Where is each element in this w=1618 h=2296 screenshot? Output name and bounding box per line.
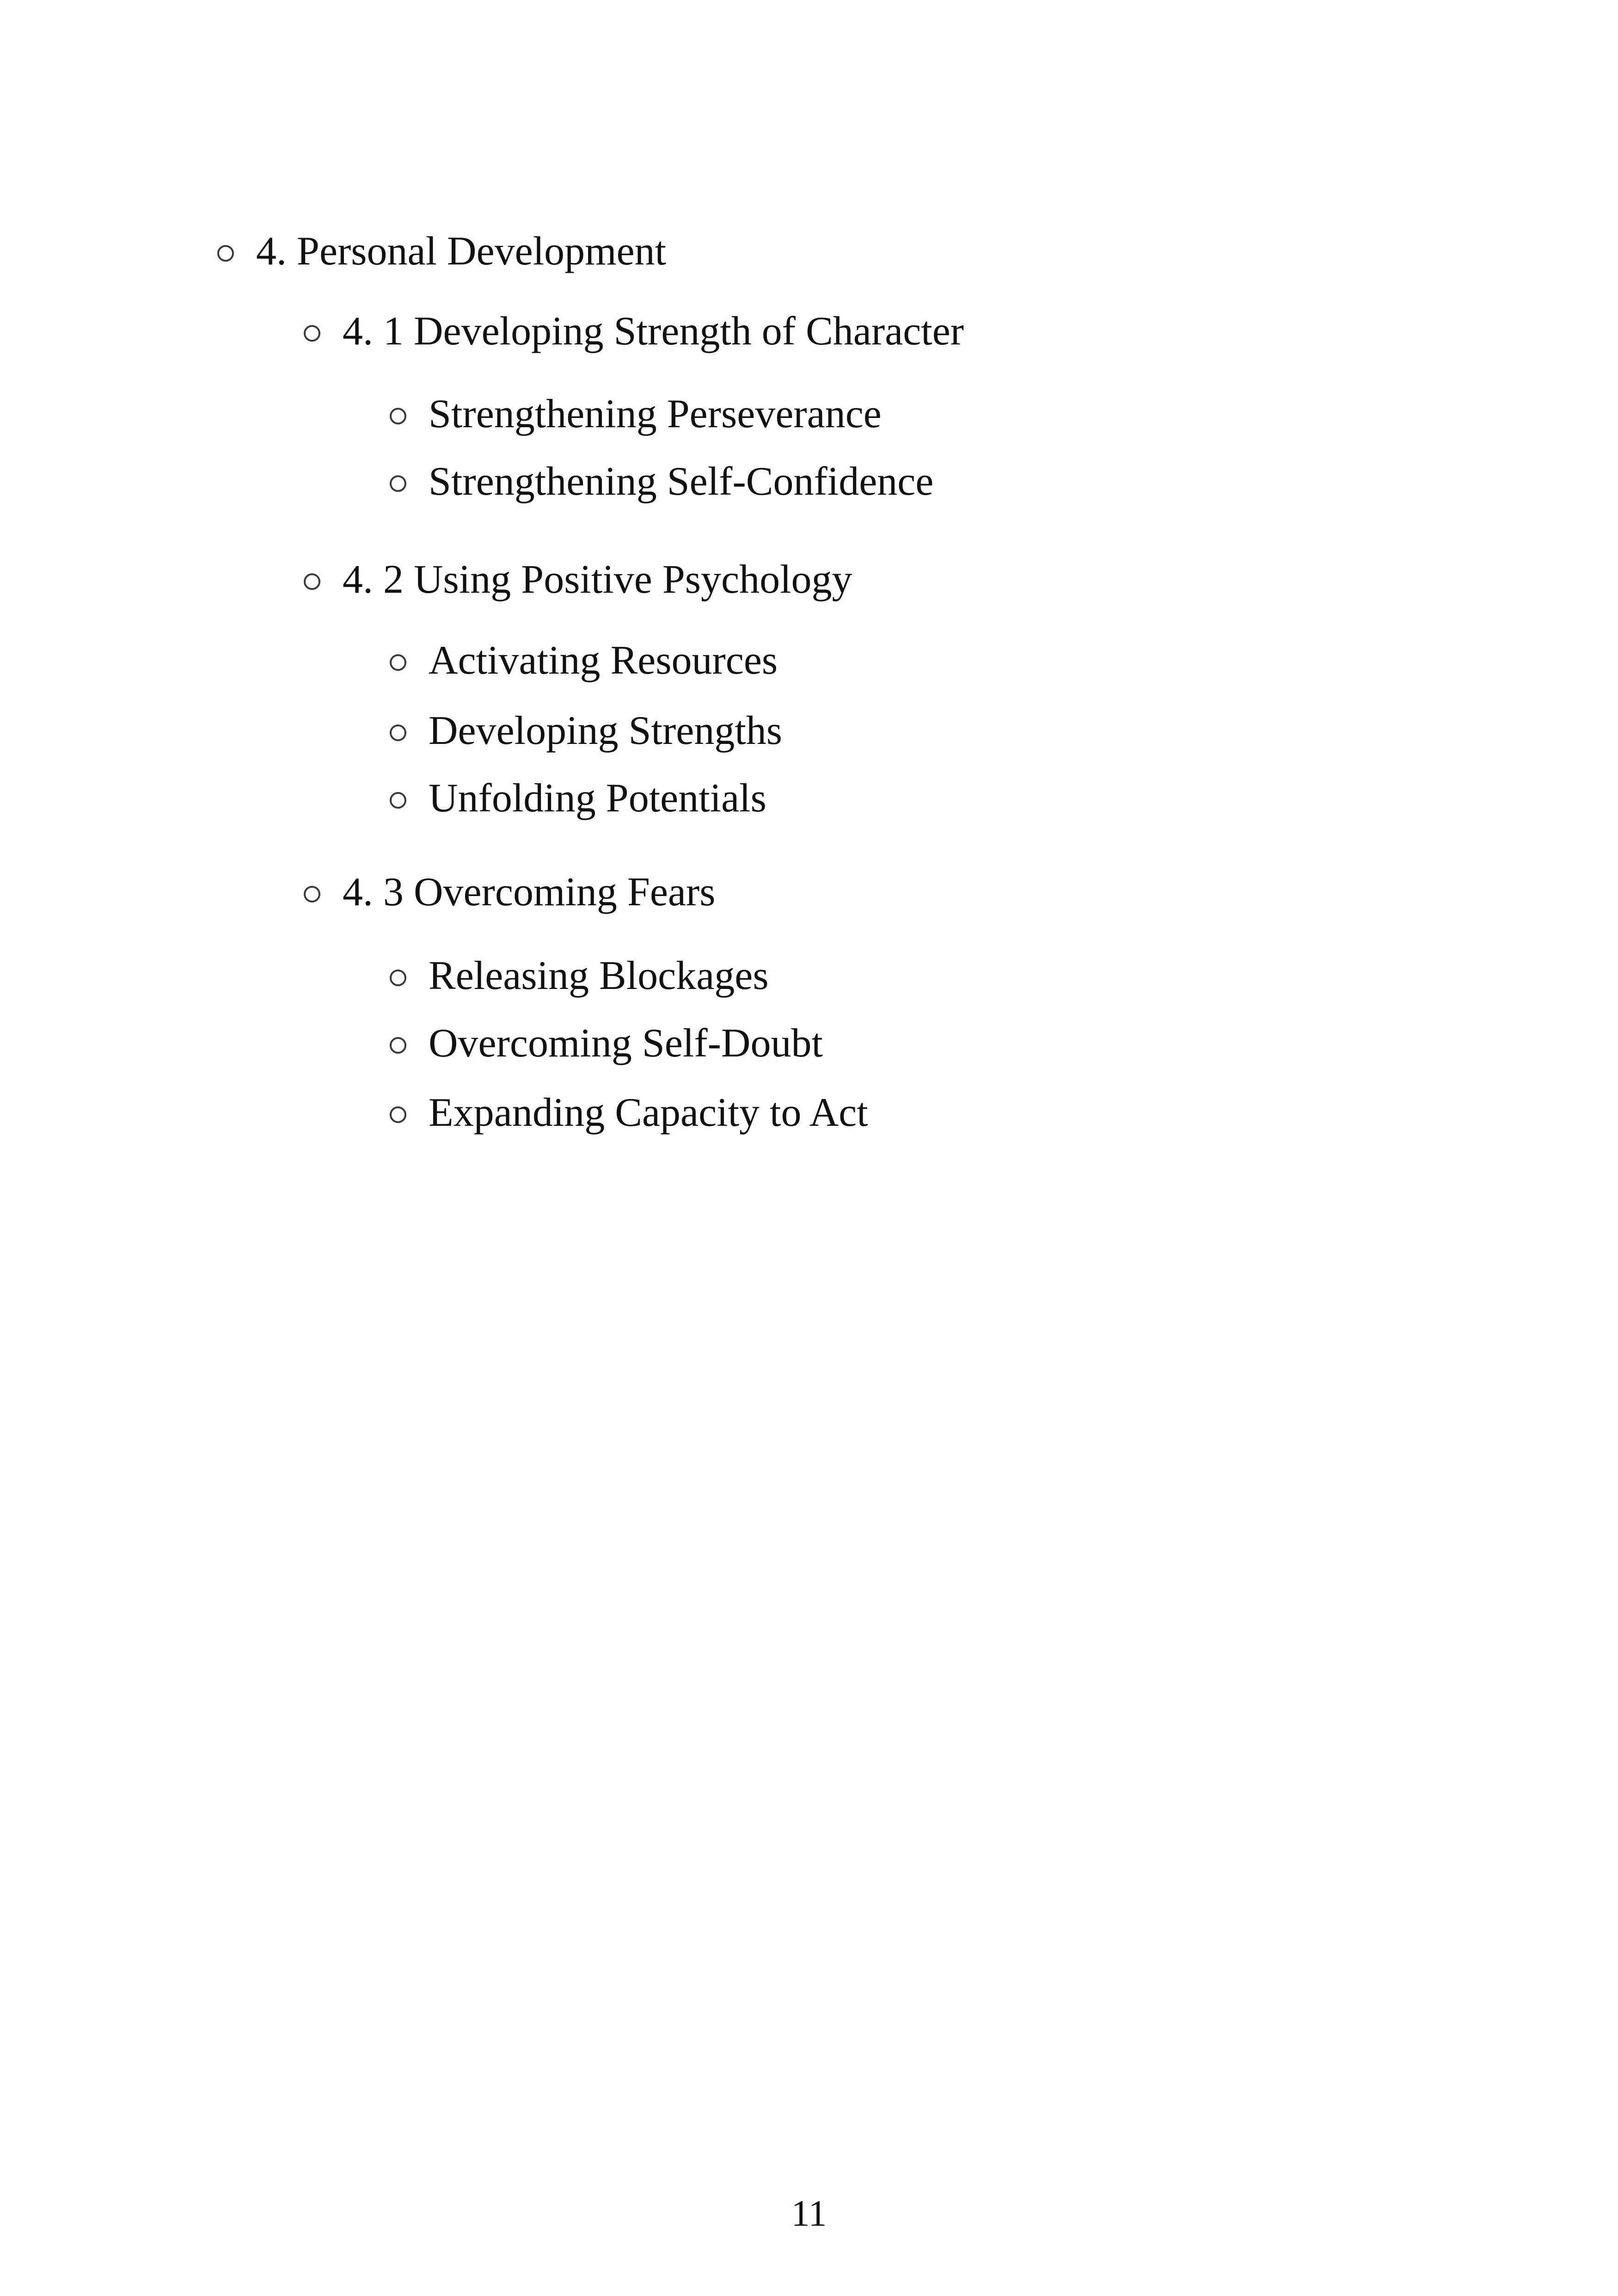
circle-bullet-icon xyxy=(390,1037,406,1054)
outline-item xyxy=(390,640,778,681)
outline-item xyxy=(390,461,933,502)
circle-bullet-icon xyxy=(390,724,406,741)
circle-bullet-icon xyxy=(217,245,234,262)
circle-bullet-icon xyxy=(390,654,406,671)
circle-bullet-icon xyxy=(390,1106,406,1123)
outline-item-label: Strengthening Self-Confidence xyxy=(429,459,934,504)
section-title: 4. Personal Development xyxy=(256,229,667,274)
outline-item xyxy=(390,1090,868,1135)
page-number: 11 xyxy=(791,2193,827,2234)
circle-bullet-icon xyxy=(390,408,406,424)
outline-item-label: Overcoming Self-Doubt xyxy=(429,1021,823,1066)
circle-bullet-icon xyxy=(304,325,320,342)
outline-section xyxy=(217,231,666,272)
circle-bullet-icon xyxy=(390,475,406,492)
circle-bullet-icon xyxy=(304,886,320,902)
circle-bullet-icon xyxy=(304,573,320,590)
subsection-title: 4. 2 Using Positive Psychology xyxy=(343,557,852,602)
outline-subsection xyxy=(304,311,964,352)
outline-item xyxy=(390,953,769,998)
outline-item-label: Expanding Capacity to Act xyxy=(429,1090,868,1135)
subsection-title: 4. 3 Overcoming Fears xyxy=(343,870,716,915)
outline-item-label: Strengthening Perseverance xyxy=(429,392,882,436)
outline-item-label: Activating Resources xyxy=(429,638,778,683)
outline-item-label: Unfolding Potentials xyxy=(429,776,766,821)
circle-bullet-icon xyxy=(390,970,406,986)
outline-subsection xyxy=(304,872,715,913)
outline-item-label: Developing Strengths xyxy=(429,708,783,753)
outline-item xyxy=(390,708,783,753)
outline-item xyxy=(390,778,766,819)
outline-item xyxy=(390,1023,823,1064)
outline-item-label: Releasing Blockages xyxy=(429,953,769,998)
outline-item xyxy=(390,394,882,435)
circle-bullet-icon xyxy=(390,792,406,809)
subsection-title: 4. 1 Developing Strength of Character xyxy=(343,309,964,354)
outline-subsection xyxy=(304,559,852,600)
